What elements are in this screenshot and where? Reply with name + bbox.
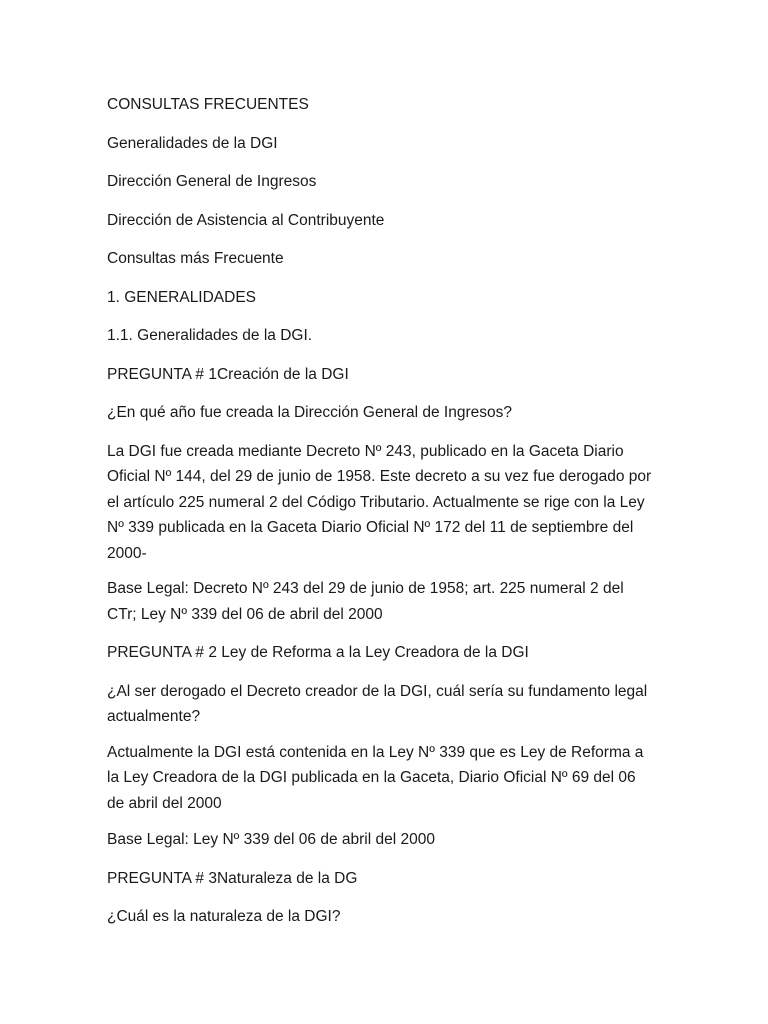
subsection-heading: 1.1. Generalidades de la DGI.: [107, 327, 313, 344]
answer-paragraph: Actualmente la DGI está contenida en la Ley Nº 339 que es Ley de Reforma a la Ley Creadora de la DGI publicada en la Gaceta, Diario Oficial Nº 69 del 06 de abril del 2000: [107, 743, 644, 812]
question-text: ¿Al ser derogado el Decreto creador de la DGI, cuál sería su fundamento legal actualmente?: [107, 682, 648, 725]
section-heading: 1. GENERALIDADES: [107, 288, 257, 306]
document-heading-assistance: Dirección de Asistencia al Contribuyente: [107, 211, 385, 229]
question-heading: PREGUNTA # 2 Ley de Reforma a la Ley Creadora de la DGI: [107, 644, 529, 661]
legal-basis: Base Legal: Decreto Nº 243 del 29 de junio de 1958; art. 225 numeral 2 del CTr; Ley Nº 339 del 06 de abril del 2000: [107, 580, 624, 623]
document-heading-dgi: Dirección General de Ingresos: [107, 173, 317, 190]
document-title: CONSULTAS FRECUENTES: [107, 96, 309, 113]
answer-paragraph: La DGI fue creada mediante Decreto Nº 243, publicado en la Gaceta Diario Oficial Nº 144, del 29 de junio de 1958. Este decreto a su vez fue derogado por el artículo 225 numeral 2 del Código Tributario. Actualmente se rige con la Ley Nº 339 publicada en la Gaceta Diario Oficial Nº 172 del 11 de septiembre del 2000-: [107, 442, 652, 562]
document-page: [107, 92, 652, 943]
question-text: ¿En qué año fue creada la Dirección General de Ingresos?: [107, 404, 512, 421]
legal-basis: Base Legal: Ley Nº 339 del 06 de abril del 2000: [107, 831, 435, 848]
question-text: ¿Cuál es la naturaleza de la DGI?: [107, 908, 341, 925]
document-heading-faq: Consultas más Frecuente: [107, 250, 284, 267]
question-heading: PREGUNTA # 1Creación de la DGI: [107, 365, 349, 383]
document-subtitle: Generalidades de la DGI: [107, 134, 278, 152]
question-heading: PREGUNTA # 3Naturaleza de la DG: [107, 869, 358, 887]
